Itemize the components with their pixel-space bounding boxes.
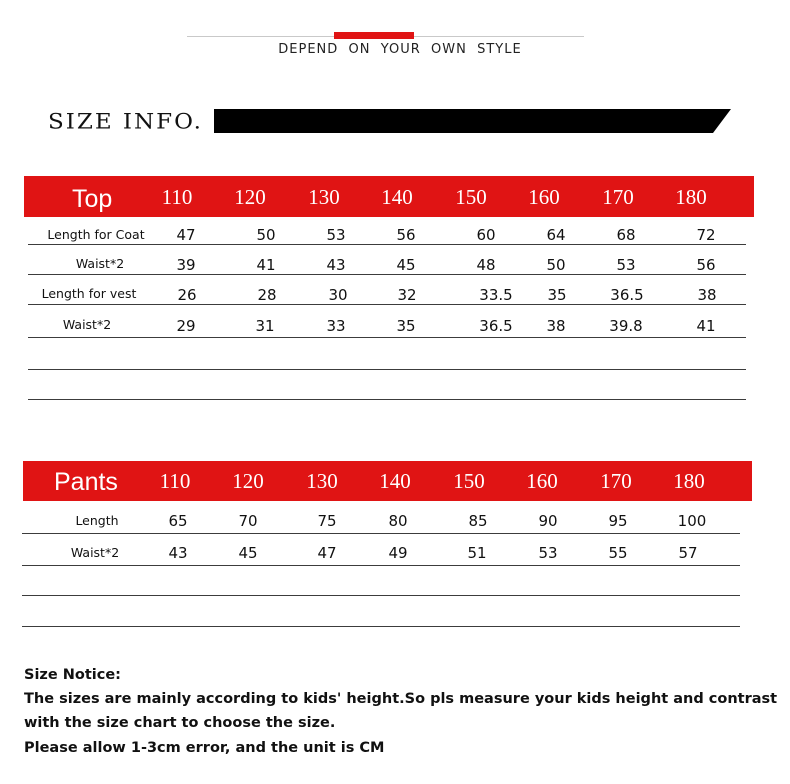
pants-size-col: 110 — [159, 469, 191, 493]
size-notice-line: Please allow 1-3cm error, and the unit is CM — [24, 740, 385, 756]
table-cell: 70 — [238, 512, 258, 530]
table-cell: 90 — [538, 512, 558, 530]
table-cell: 51 — [467, 544, 487, 562]
table-cell: 53 — [538, 544, 558, 562]
table-cell: 80 — [388, 512, 408, 530]
table-cell: 50 — [546, 256, 566, 274]
pants-size-col: 150 — [453, 469, 485, 493]
table-cell: 32 — [397, 286, 417, 304]
table-cell: 33 — [326, 317, 346, 335]
row-divider — [28, 244, 746, 245]
table-cell: 33.5 — [479, 286, 513, 304]
table-cell: 41 — [256, 256, 276, 274]
table-cell: 41 — [696, 317, 716, 335]
table-cell: 50 — [256, 226, 276, 244]
table-cell: 26 — [177, 286, 197, 304]
table-cell: 53 — [616, 256, 636, 274]
table-cell: 43 — [326, 256, 346, 274]
row-label: Waist*2 — [62, 317, 112, 332]
table-cell: 38 — [546, 317, 566, 335]
table-cell: 68 — [616, 226, 636, 244]
row-divider — [22, 595, 740, 596]
top-size-col: 140 — [381, 185, 413, 209]
table-cell: 85 — [468, 512, 488, 530]
table-cell: 56 — [396, 226, 416, 244]
top-size-col: 110 — [161, 185, 193, 209]
top-size-col: 150 — [455, 185, 487, 209]
table-cell: 95 — [608, 512, 628, 530]
top-size-col: 120 — [234, 185, 266, 209]
table-cell: 65 — [168, 512, 188, 530]
row-label: Waist*2 — [70, 545, 120, 560]
pants-table-title: Pants — [54, 468, 118, 496]
pants-size-col: 160 — [526, 469, 558, 493]
table-cell: 48 — [476, 256, 496, 274]
row-label: Waist*2 — [75, 256, 125, 271]
table-cell: 75 — [317, 512, 337, 530]
table-cell: 47 — [317, 544, 337, 562]
table-cell: 45 — [238, 544, 258, 562]
table-cell: 100 — [677, 512, 707, 530]
table-cell: 47 — [176, 226, 196, 244]
table-cell: 55 — [608, 544, 628, 562]
top-size-col: 130 — [308, 185, 340, 209]
table-cell: 60 — [476, 226, 496, 244]
row-divider — [22, 533, 740, 534]
table-cell: 57 — [678, 544, 698, 562]
table-cell: 43 — [168, 544, 188, 562]
header-red-accent — [334, 32, 414, 39]
row-divider — [28, 337, 746, 338]
row-label: Length for vest — [41, 286, 137, 301]
row-divider — [28, 369, 746, 370]
table-cell: 28 — [257, 286, 277, 304]
row-divider — [22, 626, 740, 627]
table-cell: 29 — [176, 317, 196, 335]
table-cell: 49 — [388, 544, 408, 562]
tagline: DEPEND ON YOUR OWN STYLE — [278, 42, 522, 57]
table-cell: 39 — [176, 256, 196, 274]
table-cell: 38 — [697, 286, 717, 304]
table-cell: 72 — [696, 226, 716, 244]
section-title-bar-shape — [214, 109, 731, 133]
table-cell: 39.8 — [609, 317, 643, 335]
table-cell: 56 — [696, 256, 716, 274]
row-divider — [28, 304, 746, 305]
top-size-col: 160 — [528, 185, 560, 209]
row-divider — [28, 399, 746, 400]
size-notice-line: with the size chart to choose the size. — [24, 715, 336, 731]
pants-size-col: 180 — [673, 469, 705, 493]
row-divider — [22, 565, 740, 566]
size-notice-heading: Size Notice: — [24, 667, 121, 683]
table-cell: 36.5 — [479, 317, 513, 335]
table-cell: 35 — [547, 286, 567, 304]
row-label: Length — [75, 513, 119, 528]
section-title: SIZE INFO. — [48, 109, 203, 135]
pants-size-col: 140 — [379, 469, 411, 493]
table-cell: 31 — [255, 317, 275, 335]
pants-size-col: 170 — [600, 469, 632, 493]
pants-table-header — [23, 461, 752, 501]
row-divider — [28, 274, 746, 275]
top-size-col: 180 — [675, 185, 707, 209]
pants-size-col: 130 — [306, 469, 338, 493]
table-cell: 35 — [396, 317, 416, 335]
pants-size-col: 120 — [232, 469, 264, 493]
row-label: Length for Coat — [47, 227, 145, 242]
top-table-header — [24, 176, 754, 217]
top-table-title: Top — [72, 185, 113, 213]
table-cell: 53 — [326, 226, 346, 244]
table-cell: 45 — [396, 256, 416, 274]
top-size-col: 170 — [602, 185, 634, 209]
size-notice-line: The sizes are mainly according to kids' height.So pls measure your kids height and contrast — [24, 691, 778, 707]
table-cell: 36.5 — [610, 286, 644, 304]
table-cell: 64 — [546, 226, 566, 244]
table-cell: 30 — [328, 286, 348, 304]
